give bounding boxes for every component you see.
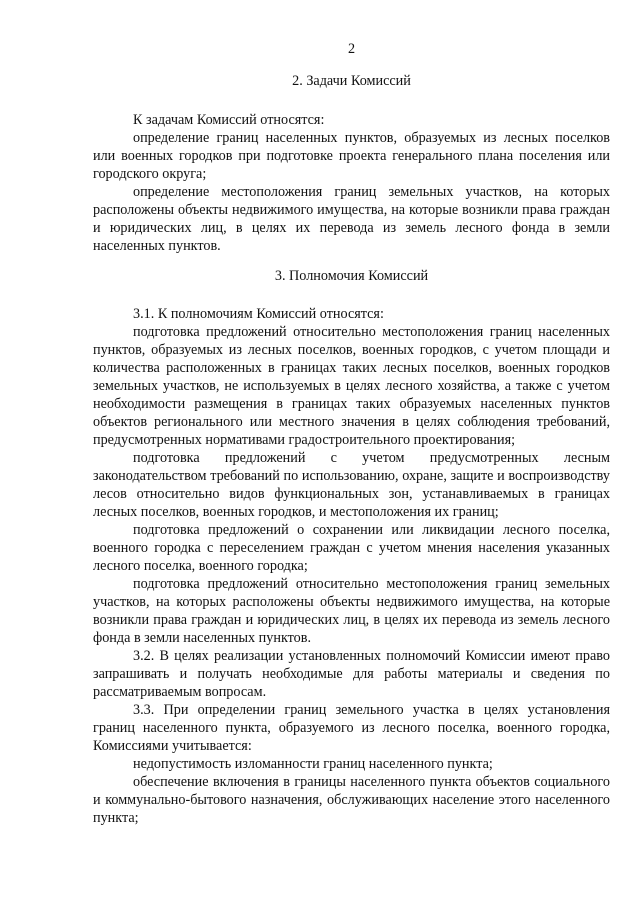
section-2-body <box>93 111 610 255</box>
section-3-heading: 3. Полномочия Комиссий <box>274 268 429 284</box>
section-3-body <box>93 305 610 827</box>
paragraph: подготовка предложений относительно местоположения границ населенных пунктов, образуемых из лесных поселков, военных городков, с учетом площади и количества расположенных в границах таких лесных поселков, военных городков земельных участков, не используемых в целях лесного хозяйства, а также с учетом необходимости размещения в границах таких образуемых населенных пунктов объектов регионального или местного значения в целях соблюдения требований, предусмотренных нормативами градостроительного проектирования; <box>93 324 610 448</box>
paragraph: подготовка предложений с учетом предусмотренных лесным законодательством требований по использованию, охране, защите и воспроизводству лесов относительно видов функциональных зон, устанавливаемых в границах лесных поселков, военных городков, и местоположения их границ; <box>93 450 610 520</box>
paragraph: подготовка предложений относительно местоположения границ земельных участков, на которых расположены объекты недвижимого имущества, на которые возникли права граждан и юридических лиц, в целях их перевода из земель лесного фонда в земли населенных пунктов. <box>93 576 610 646</box>
paragraph: недопустимость изломанности границ населенного пункта; <box>133 756 493 772</box>
paragraph: 3.1. К полномочиям Комиссий относятся: <box>133 306 384 322</box>
paragraph: подготовка предложений о сохранении или ликвидации лесного поселка, военного городка с переселением граждан с учетом мнения населения указанных лесного поселка, военного городка; <box>93 522 610 574</box>
page-number: 2 <box>347 41 356 57</box>
paragraph: 3.3. При определении границ земельного участка в целях установления границ населенного пункта, образуемого из лесного поселка, военного городка, Комиссиями учитывается: <box>93 702 610 754</box>
paragraph: определение границ населенных пунктов, образуемых из лесных поселков или военных городков при подготовке проекта генерального плана поселения или городского округа; <box>93 130 610 182</box>
paragraph: определение местоположения границ земельных участков, на которых расположены объекты недвижимого имущества, на которые возникли права граждан и юридических лиц, в целях их перевода из земель лесного фонда в земли населенных пунктов. <box>93 184 610 254</box>
paragraph: обеспечение включения в границы населенного пункта объектов социального и коммунально-бытового назначения, обслуживающих население этого населенного пункта; <box>93 774 610 826</box>
paragraph: К задачам Комиссий относятся: <box>133 112 325 128</box>
section-2-heading: 2. Задачи Комиссий <box>292 73 411 89</box>
document-page <box>93 40 610 827</box>
paragraph: 3.2. В целях реализации установленных полномочий Комиссии имеют право запрашивать и получать необходимые для работы материалы и сведения по рассматриваемым вопросам. <box>93 648 610 700</box>
